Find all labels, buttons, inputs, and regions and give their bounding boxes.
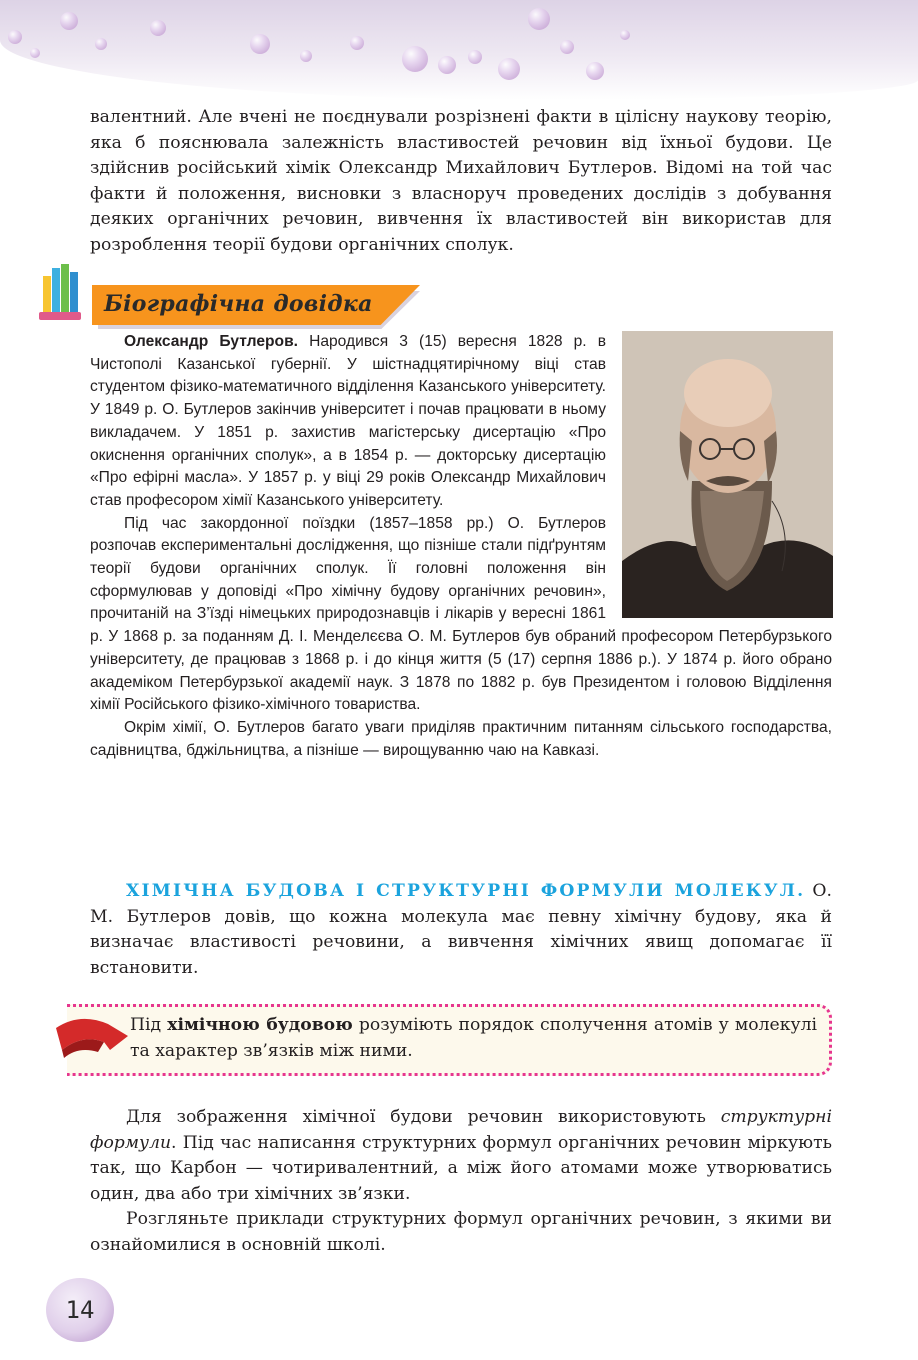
bubble [60, 12, 78, 30]
bubble [300, 50, 312, 62]
books-icon [37, 262, 83, 322]
bio-paragraph-2: Під час закордонної поїздки (1857–1858 рр.) О. Бутлеров розпочав експериментальні дослідження, що пізніше стали підґрунтям теорії будови органічних сполук. Її головні положення він сформулював у доповіді «Про хімічну будову органічних речовин», прочитаній на З’їзді німецьких природознавців і лікарів у вересні 1861 р. У 1868 р. за поданням Д. І. Менделєєва О. М. Бутлеров був обраний професором Петербурзького університету, де працював з 1868 р. і до кінця життя (5 (17) серпня 1886 р.). У 1874 р. його обрано академіком Петербурзької академії наук. З 1878 по 1882 р. був Президентом і головою Відділення хімії Російського фізико-хімічного товариства. [90, 514, 832, 714]
header-decoration [0, 0, 918, 100]
section-heading: ХІМІЧНА БУДОВА І СТРУКТУРНІ ФОРМУЛИ МОЛЕКУЛ. [126, 881, 806, 901]
formulas-p1-after: . Під час написання структурних формул органічних речовин міркують так, що Карбон — чотиривалентний, а між його атомами може утворюватись один, два або три хімічних зв’язки. [90, 1132, 832, 1204]
bubble [8, 30, 22, 44]
definition-text [130, 1013, 817, 1064]
formulas-p1-term: структурні формули [90, 1107, 832, 1153]
bio-paragraph-3: Окрім хімії, О. Бутлеров багато уваги приділяв практичним питанням сільського господарства, садівництва, бджільництва, а пізніше — вирощуванню чаю на Кавказі. [90, 718, 832, 759]
butlerov-portrait [622, 331, 833, 618]
bubble [402, 46, 428, 72]
formulas-p1-before: Для зображення хімічної будови речовин використовують [126, 1107, 721, 1127]
bubble [350, 36, 364, 50]
formulas-block [90, 1105, 832, 1259]
bubble [586, 62, 604, 80]
bubble [30, 48, 40, 58]
bio-banner-title: Біографічна довідка [104, 291, 373, 317]
page-number: 14 [65, 1296, 95, 1324]
bubble [250, 34, 270, 54]
section-paragraph [90, 879, 832, 981]
bubble [620, 30, 630, 40]
bio-name: Олександр Бутлеров. [124, 333, 298, 350]
bio-p1-rest: Народився 3 (15) вересня 1828 р. в Чистополі Казанської губернії. У шістнадцятирічному віці став студентом фізико-математичного відділення Казанського університету. У 1849 р. О. Бутлеров закінчив університет і почав працювати в ньому викладачем. У 1851 р. захистив магістерську дисертацію «Про окиснення органічних сполук», а в 1854 р. — докторську дисертацію «Про ефірні масла». У 1857 р. у віці 29 років Олександр Михайлович став професором хімії Казанського університету. [90, 333, 606, 509]
bubble [468, 50, 482, 64]
formulas-paragraph-2: Розгляньте приклади структурних формул органічних речовин, з якими ви ознайомилися в основній школі. [90, 1209, 832, 1255]
def-before: Під [130, 1015, 168, 1035]
portrait-illustration [622, 331, 833, 618]
bubble [528, 8, 550, 30]
formulas-paragraph-1 [90, 1105, 832, 1207]
def-term: хімічною будовою [167, 1015, 353, 1035]
intro-text [90, 105, 832, 259]
intro-paragraph: валентний. Але вчені не поєднували розрізнені факти в цілісну наукову теорію, яка б пояснювала залежність властивостей речовин від їхньої будови. Це здійснив російський хімік Олександр Михайлович Бутлеров. Відомі на той час факти й положення, висновки з власноруч проведених дослідів з добування деяких органічних речовин, вивчення їх властивостей він використав для розроблення теорії будови органічних сполук. [90, 107, 832, 255]
bubble [95, 38, 107, 50]
bubble [150, 20, 166, 36]
section-block [90, 879, 832, 981]
bubble [498, 58, 520, 80]
section-text: О. М. Бутлеров довів, що кожна молекула має певну хімічну будову, яка й визначає властивості речовини, а вивчення хімічних явищ допомагає її встановити. [90, 881, 832, 978]
bubble [560, 40, 574, 54]
bubble [438, 56, 456, 74]
def-after: розуміють порядок сполучення атомів у молекулі та характер зв’язків між ними. [130, 1015, 817, 1061]
red-ribbon-arrow-icon [50, 1006, 130, 1066]
